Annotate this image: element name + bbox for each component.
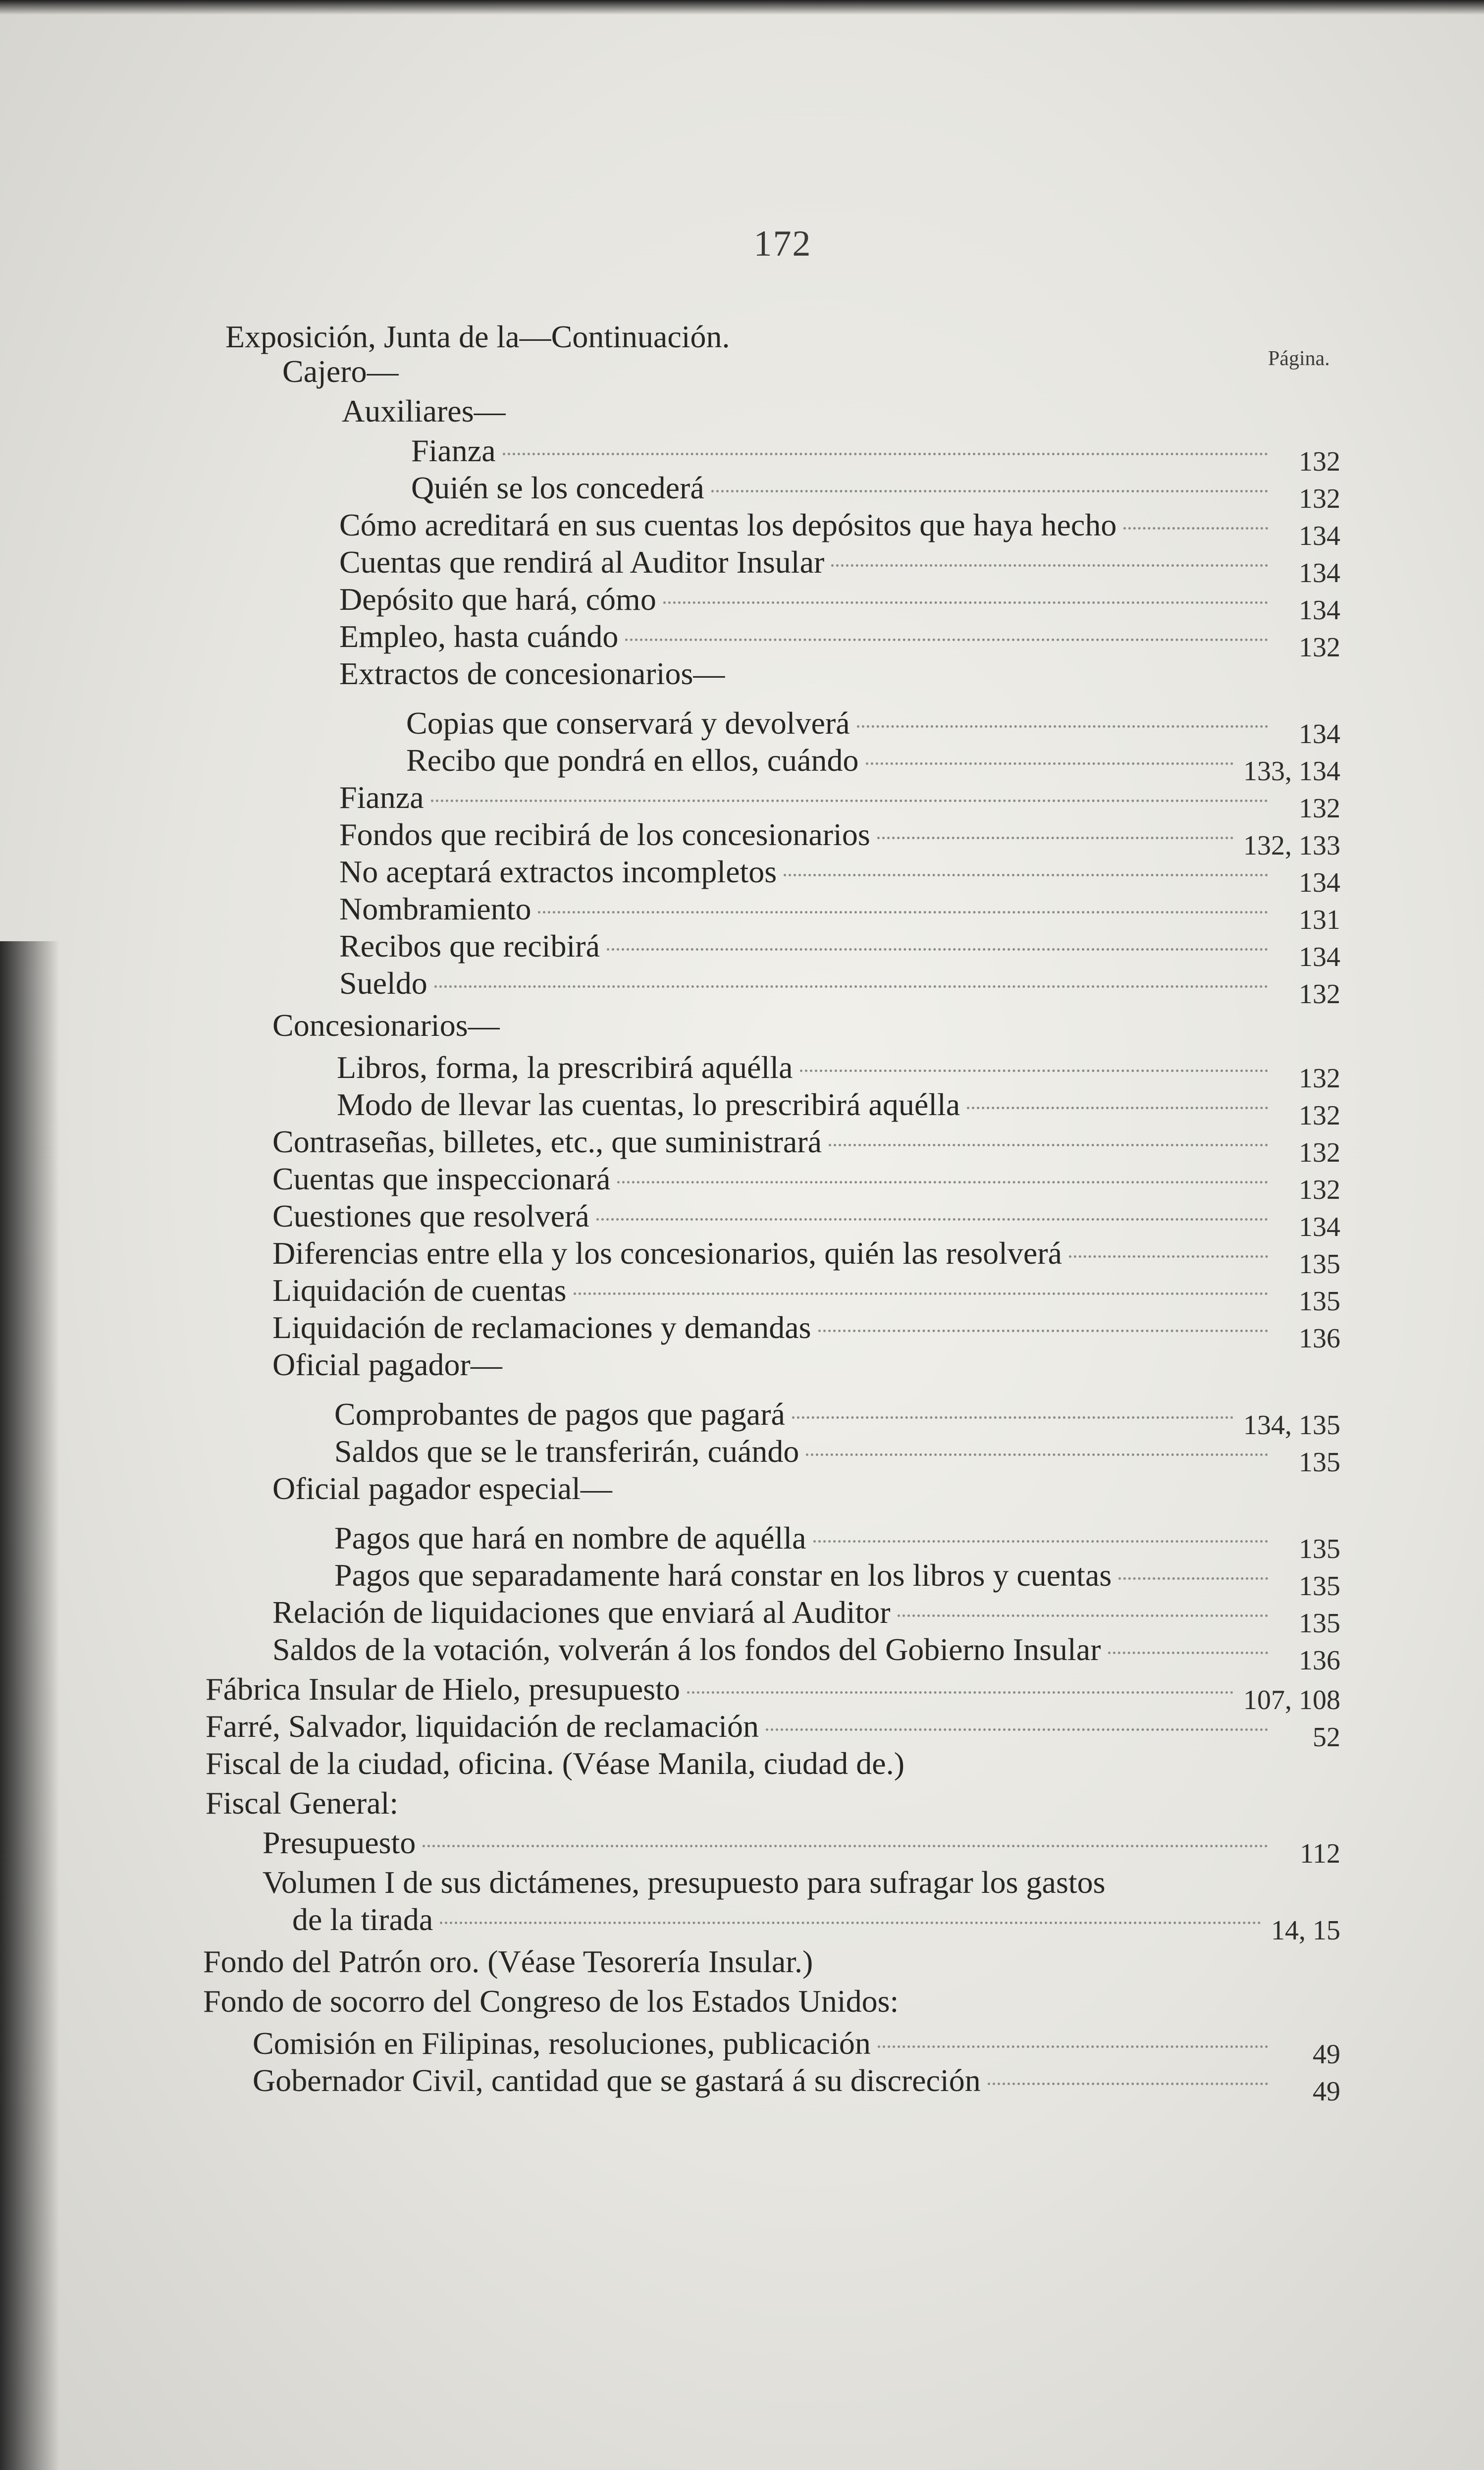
index-entry <box>0 654 1484 694</box>
index-entry-text: Extractos de concesionarios— <box>339 656 725 691</box>
page-number: 172 <box>753 223 812 264</box>
index-entry <box>0 1518 1484 1564</box>
index-entry-text: Copias que conservará y devolverá <box>406 705 850 741</box>
dot-leader <box>813 1540 1268 1543</box>
dot-leader <box>440 1922 1261 1924</box>
index-entry-text: Oficial pagador especial— <box>272 1471 612 1506</box>
index-entry-page: 132 <box>1299 632 1340 663</box>
index-entry-text: Auxiliares— <box>342 393 506 429</box>
index-entry <box>0 431 1484 477</box>
index-entry-page: 52 <box>1313 1722 1340 1753</box>
index-entry-text: Fondo de socorro del Congreso de los Estados Unidos: <box>203 1984 899 2019</box>
index-entry-page: 132 <box>1299 979 1340 1010</box>
index-entry-page: 132 <box>1299 793 1340 824</box>
index-entry-text: Volumen I de sus dictámenes, presupuesto para sufragar los gastos <box>263 1865 1106 1900</box>
index-entry-text: Fondos que recibirá de los concesionarios <box>339 817 870 852</box>
index-entry <box>0 505 1484 551</box>
index-entry-page: 134 <box>1299 867 1340 898</box>
index-entry <box>0 1669 1484 1716</box>
index-entry <box>0 1085 1484 1131</box>
dot-leader <box>766 1728 1268 1731</box>
index-entry <box>0 964 1484 1010</box>
index-entry-text: Fondo del Patrón oro. (Véase Tesorería Insular.) <box>203 1944 813 1979</box>
index-entry-page: 135 <box>1299 1249 1340 1280</box>
index-entry <box>0 2024 1484 2070</box>
index-entry-page: 133, 134 <box>1243 756 1340 787</box>
index-entry-page: 132, 133 <box>1243 830 1340 861</box>
dot-leader <box>617 1181 1268 1183</box>
index-entry <box>0 778 1484 824</box>
dot-leader <box>988 2083 1268 2085</box>
index-entry-page: 135 <box>1299 1534 1340 1564</box>
index-entry-page: 135 <box>1299 1286 1340 1317</box>
index-entry-text: Comprobantes de pagos que pagará <box>334 1396 785 1432</box>
dot-leader <box>574 1292 1268 1295</box>
dot-leader <box>687 1691 1233 1694</box>
index-entry-page: 112 <box>1300 1838 1340 1869</box>
index-entry-page: 132 <box>1299 1175 1340 1205</box>
index-entry <box>0 1783 1484 1823</box>
dot-leader <box>829 1144 1268 1146</box>
index-entry <box>0 1048 1484 1094</box>
index-entry-page: 134 <box>1299 1212 1340 1242</box>
index-entry-page: 49 <box>1313 2076 1340 2107</box>
index-entry-page: 132 <box>1299 483 1340 514</box>
index-entry <box>0 1863 1484 1902</box>
index-entry <box>0 580 1484 626</box>
index-entry <box>0 1271 1484 1317</box>
index-entry-text: Cuentas que inspeccionará <box>272 1161 611 1196</box>
dot-leader <box>857 725 1268 728</box>
index-entry <box>0 391 1484 431</box>
index-entry-text: Concesionarios— <box>272 1008 500 1043</box>
index-entry <box>0 352 1484 391</box>
index-entry <box>0 2061 1484 2107</box>
index-entry-text: Relación de liquidaciones que enviará al Auditor <box>272 1595 891 1630</box>
dot-leader <box>663 601 1268 604</box>
dot-leader <box>898 1614 1268 1617</box>
index-entry-text: Empleo, hasta cuándo <box>339 619 619 654</box>
index-entry-page: 131 <box>1299 905 1340 935</box>
index-entry-text: Exposición, Junta de la—Continuación. <box>225 319 730 354</box>
index-entry <box>0 703 1484 750</box>
dot-leader <box>818 1330 1268 1332</box>
index-entry-text: Libros, forma, la prescribirá aquélla <box>337 1050 793 1085</box>
index-entry-text: Fianza <box>411 433 496 468</box>
index-entry-text: Liquidación de reclamaciones y demandas <box>272 1310 811 1345</box>
index-entry-text: Comisión en Filipinas, resoluciones, publicación <box>253 2026 871 2061</box>
index-entry-page: 132 <box>1299 1100 1340 1131</box>
index-entry-text: Fiscal de la ciudad, oficina. (Véase Manila, ciudad de.) <box>206 1746 904 1781</box>
index-entry <box>0 1707 1484 1753</box>
index-entry <box>0 617 1484 663</box>
index-entry-text: Pagos que hará en nombre de aquélla <box>334 1520 806 1556</box>
index-entry-page: 134 <box>1299 521 1340 551</box>
index-entry-page: 136 <box>1299 1323 1340 1354</box>
index-entry <box>0 852 1484 898</box>
index-entry <box>0 1593 1484 1639</box>
index-entry-page: 135 <box>1299 1571 1340 1602</box>
index-entry <box>0 468 1484 514</box>
index-entry-page: 134 <box>1299 558 1340 589</box>
index-entry-text: Gobernador Civil, cantidad que se gastará á su discreción <box>253 2063 981 2098</box>
index-entry <box>0 741 1484 787</box>
dot-leader <box>596 1218 1268 1221</box>
index-entry <box>0 1630 1484 1676</box>
index-entry-page: 107, 108 <box>1243 1685 1340 1716</box>
index-entry <box>0 1234 1484 1280</box>
index-entry <box>0 1159 1484 1205</box>
index-entry-text: Sueldo <box>339 966 427 1001</box>
index-entry-page: 134 <box>1299 719 1340 750</box>
index-entry-text: Oficial pagador— <box>272 1347 502 1382</box>
dot-leader <box>538 911 1268 913</box>
dot-leader <box>1123 527 1268 530</box>
index-entry-page: 49 <box>1313 2039 1340 2070</box>
dot-leader <box>1118 1577 1268 1580</box>
index-entry-text: de la tirada <box>292 1902 433 1937</box>
index-entry <box>0 1006 1484 1045</box>
index-entry-text: Diferencias entre ella y los concesionarios, quién las resolverá <box>272 1235 1062 1271</box>
index-entry-text: Cajero— <box>282 354 399 389</box>
index-entry <box>0 1469 1484 1508</box>
index-entry-text: Fiscal General: <box>206 1785 399 1821</box>
index-entry <box>0 1196 1484 1242</box>
index-entry-page: 132 <box>1299 1137 1340 1168</box>
index-entry <box>0 1395 1484 1441</box>
index-entry-text: Cuestiones que resolverá <box>272 1198 589 1234</box>
index-entry-page: 14, 15 <box>1271 1915 1340 1946</box>
index-entry-text: Recibos que recibirá <box>339 928 600 964</box>
dot-leader <box>784 874 1268 876</box>
index-entry-text: Quién se los concederá <box>411 470 704 505</box>
index-entry <box>0 1556 1484 1602</box>
index-entry-page: 134, 135 <box>1243 1410 1340 1441</box>
index-entry-text: Cuentas que rendirá al Auditor Insular <box>339 544 825 580</box>
dot-leader <box>792 1416 1233 1419</box>
dot-leader <box>877 837 1233 839</box>
index-entry <box>0 889 1484 935</box>
index-entry <box>0 926 1484 972</box>
index-entry-page: 132 <box>1299 446 1340 477</box>
index-entry <box>0 1432 1484 1478</box>
index-entry-text: Presupuesto <box>263 1825 416 1860</box>
dot-leader <box>831 564 1268 567</box>
index-entry-text: Saldos que se le transferirán, cuándo <box>334 1434 799 1469</box>
dot-leader <box>866 762 1233 765</box>
dot-leader <box>1069 1255 1268 1258</box>
index-entry-page: 136 <box>1299 1645 1340 1676</box>
index-entry-page: 134 <box>1299 942 1340 972</box>
index-entry-text: Saldos de la votación, volverán á los fondos del Gobierno Insular <box>272 1632 1101 1667</box>
index-entry <box>0 1744 1484 1783</box>
index-entry <box>0 317 1484 357</box>
index-entry-page: 135 <box>1299 1447 1340 1478</box>
index-entry-page: 132 <box>1299 1063 1340 1094</box>
index-entry-text: No aceptará extractos incompletos <box>339 854 777 889</box>
index-entry <box>0 1823 1484 1869</box>
dot-leader <box>806 1453 1268 1456</box>
index-entry-page: 134 <box>1299 595 1340 626</box>
page-column-label: Página. <box>1268 347 1330 370</box>
page-edge-shadow <box>0 0 1484 15</box>
index-entry <box>0 815 1484 861</box>
index-entry <box>0 1942 1484 1982</box>
index-entry <box>0 542 1484 589</box>
index-entry-text: Recibo que pondrá en ellos, cuándo <box>406 743 859 778</box>
index-entry <box>0 1900 1484 1946</box>
dot-leader <box>967 1107 1268 1109</box>
index-entry-text: Modo de llevar las cuentas, lo prescribirá aquélla <box>337 1087 960 1122</box>
index-entry-text: Farré, Salvador, liquidación de reclamación <box>206 1709 759 1744</box>
dot-leader <box>800 1070 1268 1072</box>
index-entry-text: Cómo acreditará en sus cuentas los depósitos que haya hecho <box>339 507 1117 542</box>
dot-leader <box>503 453 1268 455</box>
index-entry <box>0 1982 1484 2021</box>
index-entry-text: Fábrica Insular de Hielo, presupuesto <box>206 1671 680 1707</box>
dot-leader <box>431 800 1268 802</box>
index-entry-text: Nombramiento <box>339 891 531 926</box>
index-entry-page: 135 <box>1299 1608 1340 1639</box>
index-entry-text: Contraseñas, billetes, etc., que suministrará <box>272 1124 822 1159</box>
index-entry-text: Depósito que hará, cómo <box>339 582 656 617</box>
dot-leader <box>625 639 1268 641</box>
dot-leader <box>711 490 1268 492</box>
dot-leader <box>878 2045 1268 2048</box>
dot-leader <box>607 948 1268 951</box>
index-entry <box>0 1345 1484 1385</box>
index-entry-text: Fianza <box>339 780 424 815</box>
dot-leader <box>1108 1652 1268 1654</box>
index-entry <box>0 1122 1484 1168</box>
index-entry-text: Liquidación de cuentas <box>272 1273 567 1308</box>
dot-leader <box>423 1845 1268 1847</box>
dot-leader <box>434 985 1268 988</box>
index-entry-text: Pagos que separadamente hará constar en los libros y cuentas <box>334 1557 1112 1593</box>
index-entry <box>0 1308 1484 1354</box>
